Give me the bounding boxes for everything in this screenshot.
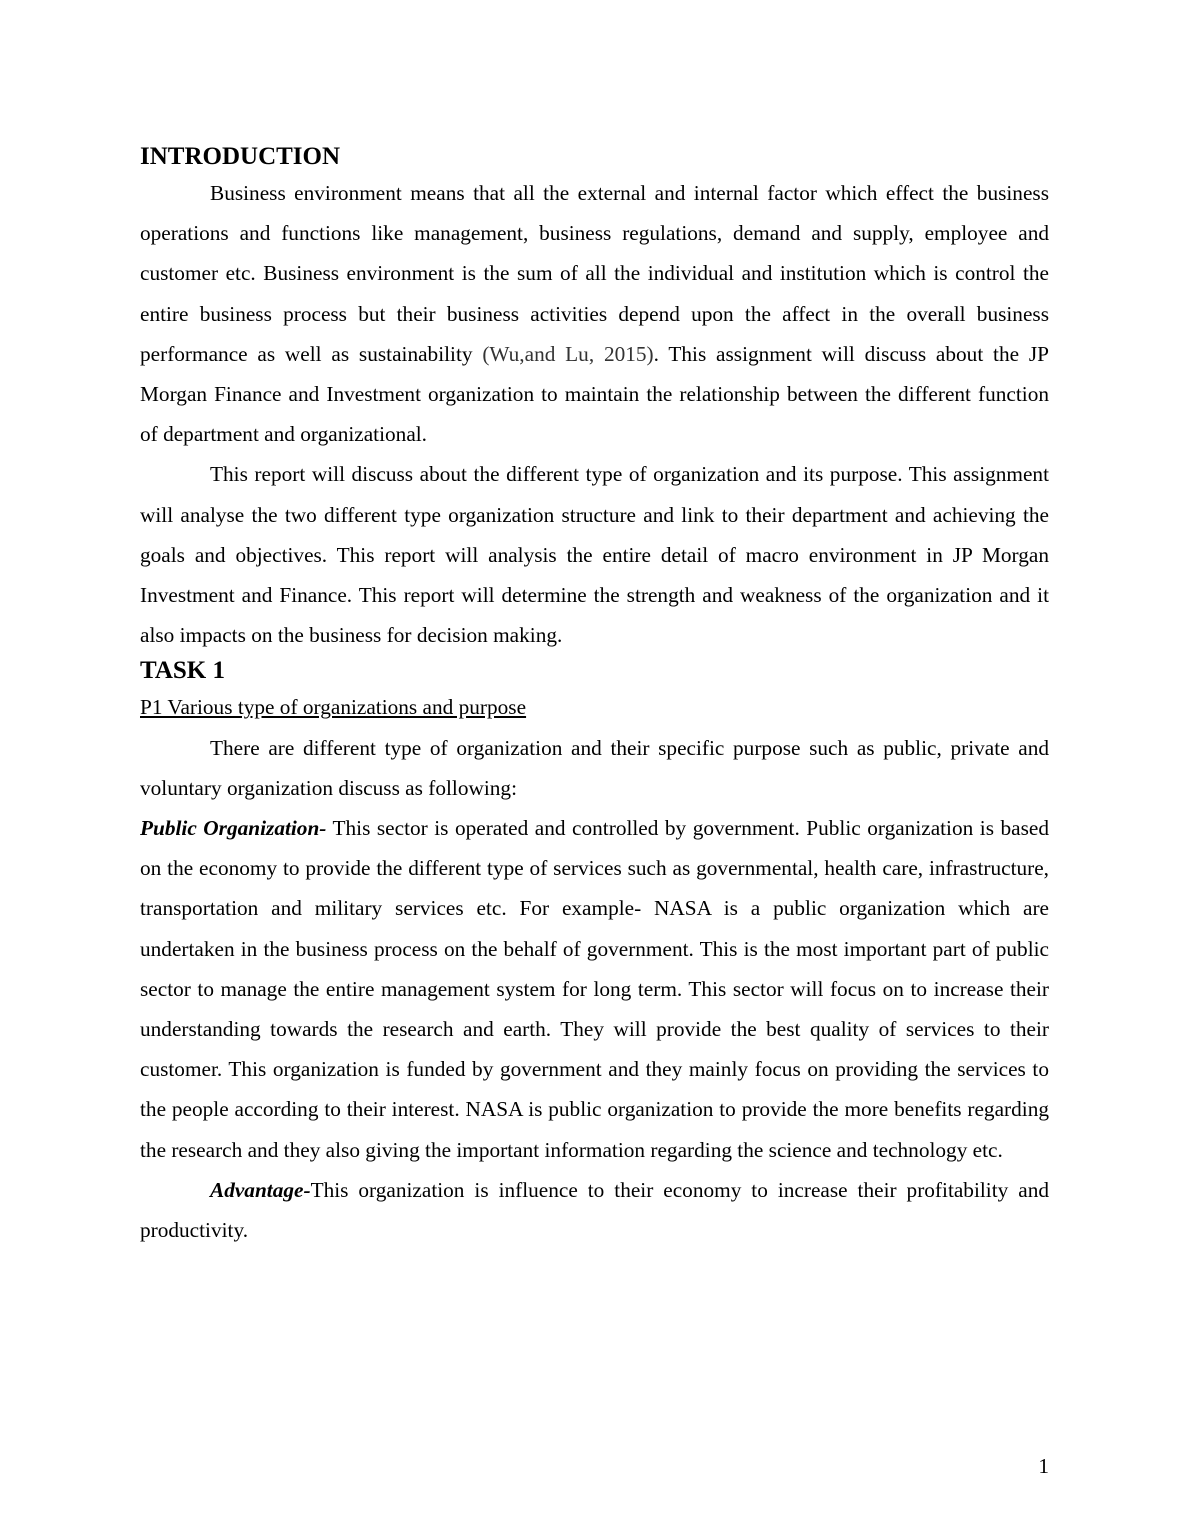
page-number: 1 [1038, 1454, 1049, 1478]
introduction-paragraph-1-text: Business environment means that all the external and internal factor which effect the business operations and functions like management, business regulations, demand and supply, employee and customer etc. Business environment is the sum of all the individual and institution which is control the entire business process but their business activities depend upon the affect in the overall business performance as well as sustainability [140, 181, 1049, 366]
public-organization-text: This sector is operated and controlled by government. Public organization is based on the economy to provide the different type of services such as governmental, health care, infrastructure, transportation and military services etc. For example- NASA is a public organization which are undertaken in the business process on the behalf of government. This is the most important part of public sector to manage the entire management system for long term. This sector will focus on to increase their understanding towards the research and earth. They will provide the best quality of services to their customer. This organization is funded by government and they mainly focus on providing the services to the people according to their interest. NASA is public organization to provide the more benefits regarding the research and they also giving the important information regarding the science and technology etc. [140, 816, 1049, 1162]
introduction-paragraph-2: This report will discuss about the different type of organization and its purpose. This assignment will analyse the two different type organization structure and link to their department and achieving the goals and objectives. This report will analysis the entire detail of macro environment in JP Morgan Investment and Finance. This report will determine the strength and weakness of the organization and it also impacts on the business for decision making. [140, 462, 1049, 648]
task1-subheading: P1 Various type of organizations and purpose [140, 695, 527, 720]
advantage-text: This organization is influence to their economy to increase their profitability and productivity. [140, 1177, 1049, 1243]
introduction-paragraph-1-text-end: . This assignment will discuss about the JP Morgan Finance and Investment organization to maintain the relationship between the different function of department and organizational. [140, 341, 1049, 447]
advantage-term: Advantage- [210, 1177, 311, 1202]
document-page [140, 141, 1049, 1250]
public-organization-term: Public Organization- [140, 816, 327, 841]
task1-intro-paragraph: There are different type of organization and their specific purpose such as public, private and voluntary organization discuss as following: [140, 735, 1049, 800]
public-organization-paragraph [140, 808, 1049, 1170]
task1-heading: TASK 1 [140, 657, 225, 685]
advantage-paragraph [140, 1170, 1049, 1250]
introduction-heading: INTRODUCTION [140, 143, 341, 170]
citation: (Wu,and Lu, 2015) [482, 341, 654, 366]
introduction-paragraph-1 [140, 173, 1049, 454]
